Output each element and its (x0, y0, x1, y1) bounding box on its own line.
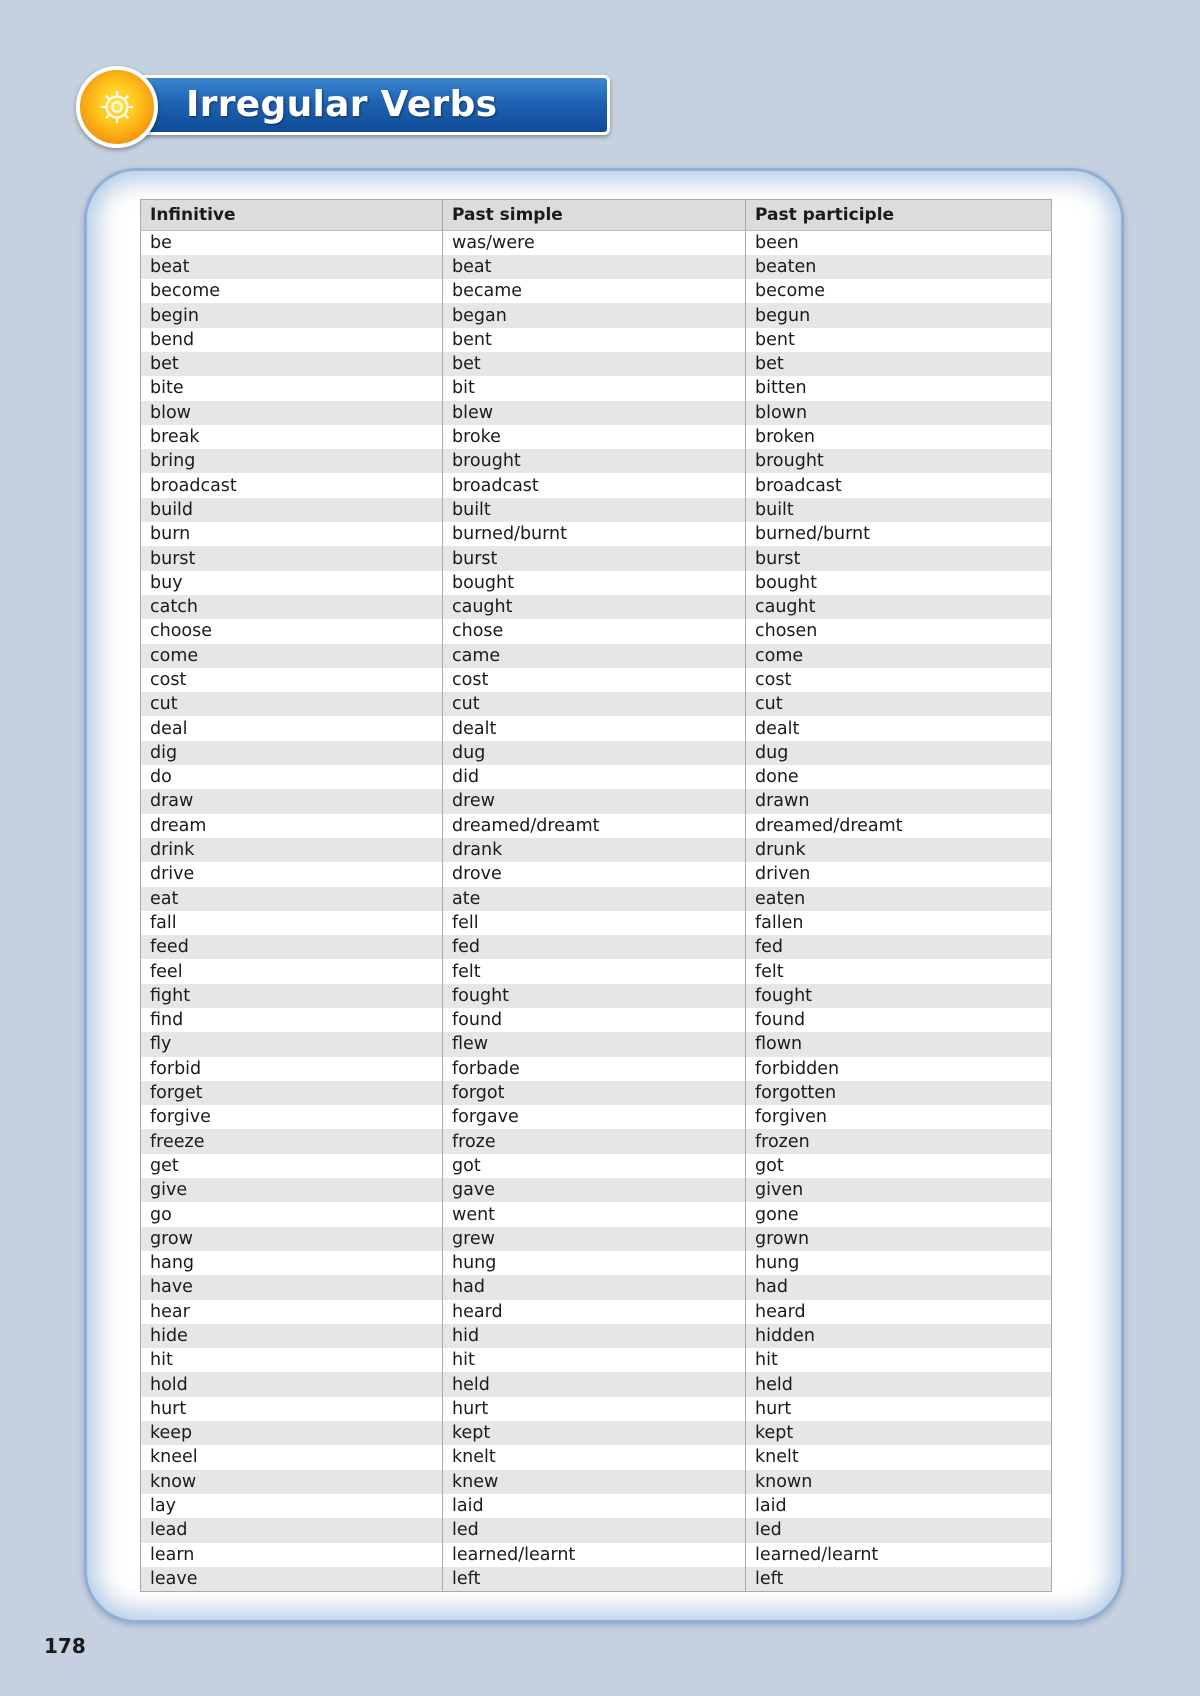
past-simple-cell: heard (443, 1300, 746, 1324)
past-simple-cell: hung (443, 1251, 746, 1275)
infinitive-cell: choose (150, 621, 213, 642)
past-simple-cell: beat (443, 255, 746, 279)
infinitive-cell: build (150, 499, 194, 520)
past-participle-cell: cut (746, 692, 1052, 716)
header-past-simple: Past simple (443, 200, 746, 231)
past-participle-cell: learned/learnt (746, 1543, 1052, 1567)
table-row (141, 668, 1052, 692)
past-participle-cell: driven (746, 862, 1052, 886)
infinitive-cell: buy (150, 572, 183, 593)
past-participle-cell: fallen (746, 911, 1052, 935)
past-participle-cell: hurt (746, 1397, 1052, 1421)
table-row (141, 862, 1052, 886)
past-participle-cell: fought (746, 984, 1052, 1008)
past-participle-cell: held (746, 1372, 1052, 1396)
infinitive-cell: broadcast (150, 475, 237, 496)
infinitive-cell: deal (150, 718, 188, 739)
past-simple-cell: cut (443, 692, 746, 716)
past-simple-cell: had (443, 1275, 746, 1299)
table-row (141, 692, 1052, 716)
infinitive-cell: drive (150, 864, 195, 885)
past-simple-cell: knelt (443, 1445, 746, 1469)
past-simple-cell: found (443, 1008, 746, 1032)
table-row (141, 765, 1052, 789)
table-row (141, 1275, 1052, 1299)
table-row (141, 1300, 1052, 1324)
past-simple-cell: learned/learnt (443, 1543, 746, 1567)
header-past-participle: Past participle (746, 200, 1052, 231)
infinitive-cell: hear (150, 1301, 190, 1322)
infinitive-cell: beat (150, 256, 190, 277)
table-row (141, 498, 1052, 522)
past-simple-cell: laid (443, 1494, 746, 1518)
past-participle-cell: hit (746, 1348, 1052, 1372)
infinitive-cell: leave (150, 1568, 198, 1589)
past-participle-cell: bought (746, 571, 1052, 595)
past-simple-cell: fed (443, 935, 746, 959)
past-simple-cell: dug (443, 741, 746, 765)
infinitive-cell: keep (150, 1423, 193, 1444)
header-infinitive: Infinitive (141, 200, 443, 231)
past-participle-cell: drunk (746, 838, 1052, 862)
infinitive-cell: do (150, 767, 172, 788)
infinitive-cell: bite (150, 378, 184, 399)
past-simple-cell: drew (443, 789, 746, 813)
table-row (141, 838, 1052, 862)
table-row (141, 619, 1052, 643)
infinitive-cell: come (150, 645, 199, 666)
past-simple-cell: went (443, 1202, 746, 1226)
infinitive-cell: drink (150, 840, 195, 861)
past-simple-cell: forgot (443, 1081, 746, 1105)
past-participle-cell: brought (746, 449, 1052, 473)
table-row (141, 1154, 1052, 1178)
past-participle-cell: bitten (746, 376, 1052, 400)
infinitive-cell: bend (150, 329, 195, 350)
infinitive-cell: freeze (150, 1131, 205, 1152)
table-row (141, 1494, 1052, 1518)
past-participle-cell: beaten (746, 255, 1052, 279)
table-row (141, 1178, 1052, 1202)
infinitive-cell: fly (150, 1034, 172, 1055)
infinitive-cell: break (150, 427, 200, 448)
past-participle-cell: left (746, 1567, 1052, 1591)
past-participle-cell: burned/burnt (746, 522, 1052, 546)
infinitive-cell: lead (150, 1520, 188, 1541)
infinitive-cell: feed (150, 937, 189, 958)
past-participle-cell: broadcast (746, 473, 1052, 497)
past-simple-cell: caught (443, 595, 746, 619)
past-participle-cell: blown (746, 401, 1052, 425)
past-simple-cell: blew (443, 401, 746, 425)
past-simple-cell: hurt (443, 1397, 746, 1421)
table-row (141, 1032, 1052, 1056)
past-participle-cell: dreamed/dreamt (746, 814, 1052, 838)
infinitive-cell: find (150, 1010, 184, 1031)
past-simple-cell: gave (443, 1178, 746, 1202)
table-row (141, 546, 1052, 570)
past-participle-cell: been (746, 231, 1052, 255)
past-participle-cell: heard (746, 1300, 1052, 1324)
past-participle-cell: bet (746, 352, 1052, 376)
table-row (141, 571, 1052, 595)
table-row (141, 1518, 1052, 1542)
infinitive-cell: draw (150, 791, 194, 812)
past-participle-cell: hung (746, 1251, 1052, 1275)
past-participle-cell: laid (746, 1494, 1052, 1518)
past-participle-cell: dealt (746, 716, 1052, 740)
infinitive-cell: hurt (150, 1398, 187, 1419)
infinitive-cell: hide (150, 1326, 188, 1346)
infinitive-cell: get (150, 1155, 179, 1176)
past-participle-cell: flown (746, 1032, 1052, 1056)
past-simple-cell: built (443, 498, 746, 522)
past-simple-cell: dreamed/dreamt (443, 814, 746, 838)
infinitive-cell: forget (150, 1083, 203, 1104)
past-participle-cell: given (746, 1178, 1052, 1202)
table-row (141, 522, 1052, 546)
infinitive-cell: go (150, 1204, 172, 1225)
table-row (141, 1543, 1052, 1567)
table-body (141, 231, 1052, 1592)
past-participle-cell: bent (746, 328, 1052, 352)
infinitive-cell: blow (150, 402, 191, 423)
gear-icon (98, 88, 136, 126)
table-row (141, 789, 1052, 813)
table-row (141, 1470, 1052, 1494)
table-row (141, 959, 1052, 983)
past-participle-cell: known (746, 1470, 1052, 1494)
table-row (141, 1227, 1052, 1251)
past-simple-cell: fought (443, 984, 746, 1008)
infinitive-cell: have (150, 1277, 193, 1298)
past-participle-cell: eaten (746, 887, 1052, 911)
infinitive-cell: dream (150, 815, 207, 836)
infinitive-cell: hit (150, 1350, 173, 1371)
infinitive-cell: learn (150, 1544, 195, 1565)
past-participle-cell: drawn (746, 789, 1052, 813)
infinitive-cell: feel (150, 961, 183, 982)
past-simple-cell: cost (443, 668, 746, 692)
past-simple-cell: kept (443, 1421, 746, 1445)
past-participle-cell: felt (746, 959, 1052, 983)
past-participle-cell: chosen (746, 619, 1052, 643)
past-simple-cell: burned/burnt (443, 522, 746, 546)
infinitive-cell: forgive (150, 1107, 211, 1128)
table-row (141, 1081, 1052, 1105)
past-participle-cell: kept (746, 1421, 1052, 1445)
table-row (141, 1421, 1052, 1445)
table-row (141, 1567, 1052, 1591)
past-participle-cell: come (746, 644, 1052, 668)
past-participle-cell: become (746, 279, 1052, 303)
table-row (141, 814, 1052, 838)
infinitive-cell: kneel (150, 1447, 198, 1468)
past-participle-cell: built (746, 498, 1052, 522)
infinitive-cell: fall (150, 912, 177, 933)
past-participle-cell: fed (746, 935, 1052, 959)
past-simple-cell: forgave (443, 1105, 746, 1129)
past-participle-cell: had (746, 1275, 1052, 1299)
past-participle-cell: dug (746, 741, 1052, 765)
infinitive-cell: give (150, 1180, 188, 1201)
table-row (141, 449, 1052, 473)
past-simple-cell: felt (443, 959, 746, 983)
past-simple-cell: hid (443, 1324, 746, 1348)
infinitive-cell: cut (150, 694, 178, 715)
table-row (141, 1348, 1052, 1372)
past-participle-cell: knelt (746, 1445, 1052, 1469)
infinitive-cell: catch (150, 597, 198, 618)
table-row (141, 1105, 1052, 1129)
past-participle-cell: led (746, 1518, 1052, 1542)
past-participle-cell: begun (746, 303, 1052, 327)
infinitive-cell: lay (150, 1496, 176, 1517)
past-simple-cell: froze (443, 1129, 746, 1153)
table-row (141, 1372, 1052, 1396)
table-row (141, 328, 1052, 352)
past-simple-cell: flew (443, 1032, 746, 1056)
infinitive-cell: burn (150, 524, 191, 545)
past-participle-cell: forgiven (746, 1105, 1052, 1129)
past-simple-cell: began (443, 303, 746, 327)
infinitive-cell: dig (150, 742, 178, 763)
past-participle-cell: caught (746, 595, 1052, 619)
table-header-row (141, 200, 1052, 231)
table-row (141, 887, 1052, 911)
past-participle-cell: forbidden (746, 1057, 1052, 1081)
table-row (141, 425, 1052, 449)
infinitive-cell: know (150, 1471, 197, 1492)
past-simple-cell: forbade (443, 1057, 746, 1081)
past-simple-cell: grew (443, 1227, 746, 1251)
past-simple-cell: bit (443, 376, 746, 400)
past-simple-cell: hit (443, 1348, 746, 1372)
past-participle-cell: done (746, 765, 1052, 789)
table-row (141, 255, 1052, 279)
past-simple-cell: dealt (443, 716, 746, 740)
title-badge (74, 66, 544, 150)
infinitive-cell: eat (150, 888, 179, 909)
past-simple-cell: bet (443, 352, 746, 376)
table-row (141, 473, 1052, 497)
past-simple-cell: was/were (443, 231, 746, 255)
page-number: 178 (44, 1634, 86, 1658)
past-simple-cell: drove (443, 862, 746, 886)
infinitive-cell: forbid (150, 1058, 202, 1079)
table-row (141, 231, 1052, 255)
table-row (141, 644, 1052, 668)
table-row (141, 716, 1052, 740)
table-row (141, 984, 1052, 1008)
table-row (141, 279, 1052, 303)
past-participle-cell: grown (746, 1227, 1052, 1251)
infinitive-cell: fight (150, 985, 191, 1006)
table-row (141, 1251, 1052, 1275)
table-row (141, 376, 1052, 400)
infinitive-cell: cost (150, 669, 187, 690)
past-simple-cell: chose (443, 619, 746, 643)
infinitive-cell: hold (150, 1374, 188, 1395)
table-row (141, 352, 1052, 376)
table-row (141, 1202, 1052, 1226)
irregular-verbs-table (140, 199, 1052, 1592)
infinitive-cell: hang (150, 1253, 195, 1274)
past-simple-cell: did (443, 765, 746, 789)
past-simple-cell: burst (443, 546, 746, 570)
past-simple-cell: fell (443, 911, 746, 935)
table-row (141, 911, 1052, 935)
past-simple-cell: broke (443, 425, 746, 449)
past-participle-cell: broken (746, 425, 1052, 449)
table-row (141, 1008, 1052, 1032)
infinitive-cell: grow (150, 1228, 193, 1249)
past-simple-cell: led (443, 1518, 746, 1542)
past-simple-cell: drank (443, 838, 746, 862)
page-title: Irregular Verbs (186, 84, 498, 125)
table-row (141, 1397, 1052, 1421)
past-simple-cell: knew (443, 1470, 746, 1494)
past-participle-cell: frozen (746, 1129, 1052, 1153)
infinitive-cell: become (150, 281, 221, 302)
past-participle-cell: hidden (746, 1324, 1052, 1348)
past-simple-cell: bought (443, 571, 746, 595)
past-participle-cell: burst (746, 546, 1052, 570)
infinitive-cell: burst (150, 548, 196, 569)
table-row (141, 401, 1052, 425)
past-participle-cell: forgotten (746, 1081, 1052, 1105)
infinitive-cell: bet (150, 354, 179, 375)
past-simple-cell: came (443, 644, 746, 668)
past-participle-cell: got (746, 1154, 1052, 1178)
past-participle-cell: gone (746, 1202, 1052, 1226)
past-simple-cell: broadcast (443, 473, 746, 497)
table-row (141, 1129, 1052, 1153)
past-simple-cell: became (443, 279, 746, 303)
table-row (141, 595, 1052, 619)
infinitive-cell: be (150, 232, 172, 253)
past-participle-cell: cost (746, 668, 1052, 692)
table-row (141, 1324, 1052, 1348)
infinitive-cell: begin (150, 305, 199, 326)
table-row (141, 741, 1052, 765)
past-simple-cell: ate (443, 887, 746, 911)
table-row (141, 303, 1052, 327)
past-simple-cell: got (443, 1154, 746, 1178)
past-simple-cell: brought (443, 449, 746, 473)
infinitive-cell: bring (150, 451, 196, 472)
table-row (141, 1445, 1052, 1469)
title-emblem (76, 66, 158, 148)
table-row (141, 935, 1052, 959)
past-participle-cell: found (746, 1008, 1052, 1032)
past-simple-cell: bent (443, 328, 746, 352)
past-simple-cell: held (443, 1372, 746, 1396)
table-row (141, 1057, 1052, 1081)
past-simple-cell: left (443, 1567, 746, 1591)
